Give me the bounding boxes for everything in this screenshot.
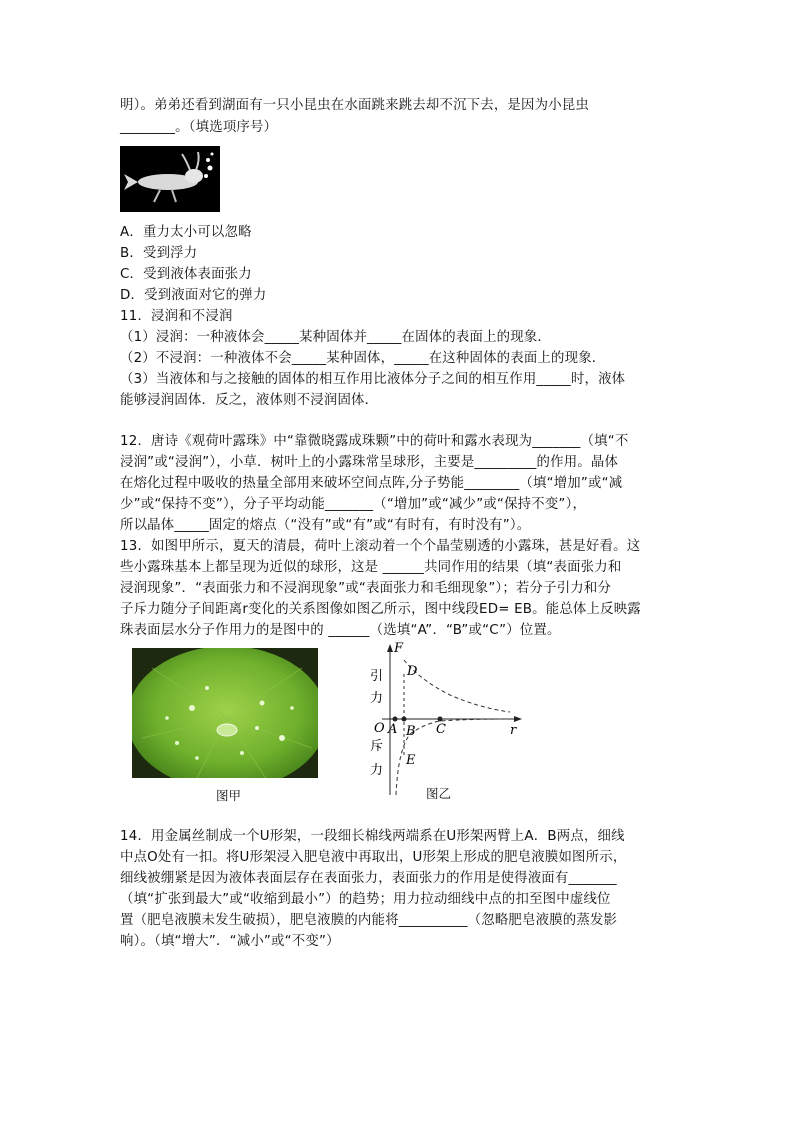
option-a: A．重力太小可以忽略 — [120, 225, 252, 240]
question-11-title: 11．浸润和不浸润 — [120, 309, 233, 324]
label-e: E — [406, 753, 416, 768]
text-line: 中点O处有一扣。将U形架浸入肥皂液中再取出，U形架上形成的肥皂液膜如图所示， — [120, 850, 627, 865]
text-line: 在熔化过程中吸收的热量全部用来破坏空间点阵,分子势能________（填“增加”或“减 — [120, 476, 623, 491]
text-line: 子斥力随分子间距离r变化的关系图像如图乙所示，图中线段ED= EB。能总体上反映露 — [120, 602, 641, 617]
label-d: D — [407, 664, 418, 679]
text-line: 所以晶体_____固定的熔点（“没有”或“有”或“有时有，有时没有”）。 — [120, 518, 531, 533]
label-chi: 斥 — [370, 739, 384, 754]
text-line: 少”或“保持不变”），分子平均动能_______（“增加”或“减少”或“保持不变”）， — [120, 497, 587, 512]
label-o: O — [374, 721, 385, 736]
text-line: ________。（填选项序号） — [120, 120, 278, 135]
text-line: 响）。（填“增大”．“减小”或“不变”） — [120, 934, 340, 949]
label-a: A — [388, 722, 398, 737]
label-b: B — [406, 724, 416, 739]
text-line: 细线被绷紧是因为液体表面层存在表面张力，表面张力的作用是使得液面有_______ — [120, 871, 617, 886]
lotus-leaf-photo — [132, 648, 318, 778]
figure-jia-caption: 图甲 — [216, 788, 242, 803]
text-line: 浸润现象”．“表面张力和不浸润现象”或“表面张力和毛细现象”）；若分子引力和分 — [120, 581, 612, 596]
text-line: 珠表面层水分子作用力的是图中的 ______（选填“A”．“B”或“C”）位置。 — [120, 623, 561, 638]
molecular-force-graph — [360, 640, 530, 800]
text-line: （2）不浸润：一种液体不会_____某种固体，_____在这种固体的表面上的现象． — [120, 351, 606, 366]
text-line: 14．用金属丝制成一个U形架，一段细长棉线两端系在U形架两臂上A．B两点，细线 — [120, 829, 625, 844]
text-line: 12．唐诗《观荷叶露珠》中“靠微晓露成珠颗”中的荷叶和露水表现为_______（填“不 — [120, 434, 629, 449]
label-c: C — [436, 722, 446, 737]
label-yin: 引 — [370, 669, 384, 684]
text-line: （3）当液体和与之接触的固体的相互作用比液体分子之间的相互作用_____时，液体 — [120, 372, 626, 387]
option-d: D．受到液面对它的弹力 — [120, 288, 267, 303]
axis-label-f: F — [394, 641, 404, 656]
insect-figure — [120, 146, 220, 212]
text-line: （1）浸润：一种液体会_____某种固体并_____在固体的表面上的现象． — [120, 330, 552, 345]
option-c: C．受到液体表面张力 — [120, 267, 252, 282]
label-li: 力 — [370, 763, 384, 778]
text-line: 些小露珠基本上都呈现为近似的球形，这是 ______共同作用的结果（填“表面张力和 — [120, 560, 622, 575]
figure-yi-caption: 图乙 — [426, 786, 452, 801]
text-line: 浸润”或“浸润”），小草．树叶上的小露珠常呈球形，主要是_________的作用。晶体 — [120, 455, 619, 470]
option-b: B．受到浮力 — [120, 246, 198, 261]
axis-label-r: r — [510, 723, 517, 738]
text-line: 能够浸润固体．反之，液体则不浸润固体． — [120, 393, 379, 408]
text-line: 13．如图甲所示，夏天的清晨，荷叶上滚动着一个个晶莹剔透的小露珠，甚是好看。这 — [120, 539, 641, 554]
text-line: 明）。弟弟还看到湖面有一只小昆虫在水面跳来跳去却不沉下去，是因为小昆虫 — [120, 98, 589, 113]
text-line: 置（肥皂液膜未发生破损），肥皂液膜的内能将__________（忽略肥皂液膜的蒸发影 — [120, 913, 618, 928]
label-li: 力 — [370, 691, 384, 706]
text-line: （填“扩张到最大”或“收缩到最小”）的趋势；用力拉动细线中点的扣至图中虚线位 — [120, 892, 611, 907]
